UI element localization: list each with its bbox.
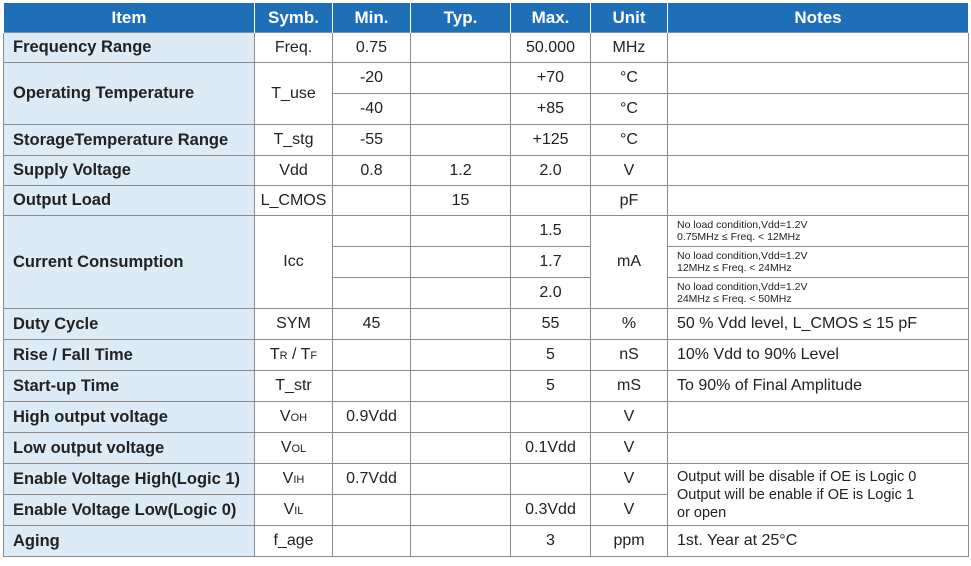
symb-cell: SYM <box>255 309 333 340</box>
unit-cell: V <box>591 402 668 433</box>
item-cell: Enable Voltage High(Logic 1) <box>4 464 255 495</box>
item-cell: Operating Temperature <box>4 63 255 125</box>
row-frequency-range <box>4 33 969 63</box>
min-cell <box>333 433 411 464</box>
item-cell: High output voltage <box>4 402 255 433</box>
typ-cell <box>411 371 511 402</box>
max-cell: 55 <box>511 309 591 340</box>
note-line: or open <box>677 504 727 521</box>
item-cell: StorageTemperature Range <box>4 125 255 156</box>
unit-cell: V <box>591 156 668 186</box>
notes-cell <box>668 402 969 433</box>
min-cell <box>333 340 411 371</box>
header-notes: Notes <box>668 3 969 33</box>
symbol-subscript: R <box>279 350 288 362</box>
item-cell: Current Consumption <box>4 216 255 309</box>
note-line: Output will be enable if OE is Logic 1 <box>677 486 914 503</box>
min-cell: 0.9Vdd <box>333 402 411 433</box>
note-line: 0.75MHz ≤ Freq. < 12MHz <box>677 231 801 243</box>
unit-cell: °C <box>591 63 668 94</box>
max-cell: 50.000 <box>511 33 591 63</box>
symb-cell <box>255 464 333 495</box>
row-enable-voltage-high <box>4 464 969 495</box>
symb-cell: T_use <box>255 63 333 125</box>
min-cell <box>333 526 411 557</box>
typ-cell <box>411 63 511 94</box>
header-max: Max. <box>511 3 591 33</box>
min-cell: -40 <box>333 94 411 125</box>
row-duty-cycle <box>4 309 969 340</box>
symb-cell <box>255 402 333 433</box>
unit-cell: nS <box>591 340 668 371</box>
max-cell: +70 <box>511 63 591 94</box>
min-cell: 0.75 <box>333 33 411 63</box>
notes-cell: 1st. Year at 25°C <box>668 526 969 557</box>
notes-cell <box>668 94 969 125</box>
row-rise-fall-time <box>4 340 969 371</box>
item-cell: Supply Voltage <box>4 156 255 186</box>
spec-table <box>3 3 969 557</box>
note-line: No load condition,Vdd=1.2V <box>677 250 808 262</box>
row-supply-voltage <box>4 156 969 186</box>
typ-cell <box>411 464 511 495</box>
max-cell <box>511 464 591 495</box>
max-cell <box>511 402 591 433</box>
typ-cell <box>411 340 511 371</box>
min-cell <box>333 278 411 309</box>
symb-cell: f_age <box>255 526 333 557</box>
unit-cell: V <box>591 495 668 526</box>
row-aging <box>4 526 969 557</box>
max-cell: 0.1Vdd <box>511 433 591 464</box>
symb-cell: T_stg <box>255 125 333 156</box>
item-cell: Enable Voltage Low(Logic 0) <box>4 495 255 526</box>
notes-cell <box>668 186 969 216</box>
symb-cell: L_CMOS <box>255 186 333 216</box>
max-cell: 5 <box>511 340 591 371</box>
max-cell: 2.0 <box>511 278 591 309</box>
symbol-main: V <box>279 408 291 425</box>
note-line: Output will be disable if OE is Logic 0 <box>677 468 917 485</box>
symbol-subscript: OL <box>291 443 307 455</box>
typ-cell <box>411 247 511 278</box>
item-cell: Aging <box>4 526 255 557</box>
item-cell: Rise / Fall Time <box>4 340 255 371</box>
notes-cell: To 90% of Final Amplitude <box>668 371 969 402</box>
typ-cell <box>411 526 511 557</box>
note-line: No load condition,Vdd=1.2V <box>677 219 808 231</box>
header-row <box>4 3 969 33</box>
header-item: Item <box>4 3 255 33</box>
symbol-main: V <box>283 501 295 518</box>
symbol-main: V <box>280 439 292 456</box>
typ-cell: 1.2 <box>411 156 511 186</box>
symbol-subscript: F <box>310 350 318 362</box>
unit-cell: °C <box>591 125 668 156</box>
max-cell: 0.3Vdd <box>511 495 591 526</box>
symbol-separator: / <box>287 346 301 363</box>
item-cell: Frequency Range <box>4 33 255 63</box>
typ-cell <box>411 433 511 464</box>
item-cell: Output Load <box>4 186 255 216</box>
min-cell: 45 <box>333 309 411 340</box>
unit-cell: % <box>591 309 668 340</box>
min-cell: 0.7Vdd <box>333 464 411 495</box>
unit-cell: °C <box>591 94 668 125</box>
notes-cell <box>668 125 969 156</box>
min-cell: -20 <box>333 63 411 94</box>
notes-cell <box>668 433 969 464</box>
symbol-subscript: IH <box>293 474 305 486</box>
unit-cell: ppm <box>591 526 668 557</box>
notes-cell <box>668 278 969 309</box>
row-current-consumption <box>4 216 969 247</box>
min-cell <box>333 247 411 278</box>
row-operating-temperature <box>4 63 969 94</box>
symbol-main: T <box>269 346 280 363</box>
symb-cell: Icc <box>255 216 333 309</box>
header-unit: Unit <box>591 3 668 33</box>
note-line: No load condition,Vdd=1.2V <box>677 281 808 293</box>
typ-cell <box>411 94 511 125</box>
symb-cell <box>255 340 333 371</box>
typ-cell <box>411 278 511 309</box>
notes-cell <box>668 63 969 94</box>
max-cell: 1.7 <box>511 247 591 278</box>
unit-cell: V <box>591 433 668 464</box>
header-min: Min. <box>333 3 411 33</box>
symbol-subscript: IL <box>294 505 304 517</box>
item-cell: Start-up Time <box>4 371 255 402</box>
row-output-load <box>4 186 969 216</box>
unit-cell: pF <box>591 186 668 216</box>
row-start-up-time <box>4 371 969 402</box>
min-cell: -55 <box>333 125 411 156</box>
symb-cell <box>255 495 333 526</box>
row-low-output-voltage <box>4 433 969 464</box>
notes-cell: 50 % Vdd level, L_CMOS ≤ 15 pF <box>668 309 969 340</box>
note-line: 24MHz ≤ Freq. < 50MHz <box>677 293 792 305</box>
unit-cell: MHz <box>591 33 668 63</box>
symb-cell: T_str <box>255 371 333 402</box>
unit-cell: V <box>591 464 668 495</box>
max-cell: 5 <box>511 371 591 402</box>
max-cell: +85 <box>511 94 591 125</box>
row-storage-temperature <box>4 125 969 156</box>
min-cell <box>333 495 411 526</box>
header-symb: Symb. <box>255 3 333 33</box>
symbol-main: V <box>282 470 294 487</box>
item-cell: Duty Cycle <box>4 309 255 340</box>
unit-cell: mS <box>591 371 668 402</box>
min-cell: 0.8 <box>333 156 411 186</box>
unit-cell: mA <box>591 216 668 309</box>
symb-cell: Vdd <box>255 156 333 186</box>
typ-cell <box>411 309 511 340</box>
typ-cell <box>411 495 511 526</box>
notes-cell <box>668 216 969 247</box>
max-cell: 2.0 <box>511 156 591 186</box>
notes-cell: 10% Vdd to 90% Level <box>668 340 969 371</box>
min-cell <box>333 216 411 247</box>
typ-cell: 15 <box>411 186 511 216</box>
typ-cell <box>411 33 511 63</box>
symb-cell <box>255 433 333 464</box>
min-cell <box>333 186 411 216</box>
item-cell: Low output voltage <box>4 433 255 464</box>
max-cell: +125 <box>511 125 591 156</box>
typ-cell <box>411 216 511 247</box>
symbol-subscript: OH <box>290 412 308 424</box>
symbol-main: T <box>300 346 311 363</box>
row-high-output-voltage <box>4 402 969 433</box>
max-cell: 1.5 <box>511 216 591 247</box>
notes-cell <box>668 33 969 63</box>
note-line: 12MHz ≤ Freq. < 24MHz <box>677 262 792 274</box>
max-cell: 3 <box>511 526 591 557</box>
header-typ: Typ. <box>411 3 511 33</box>
notes-cell <box>668 247 969 278</box>
notes-cell <box>668 464 969 526</box>
symb-cell: Freq. <box>255 33 333 63</box>
max-cell <box>511 186 591 216</box>
typ-cell <box>411 125 511 156</box>
min-cell <box>333 371 411 402</box>
typ-cell <box>411 402 511 433</box>
notes-cell <box>668 156 969 186</box>
